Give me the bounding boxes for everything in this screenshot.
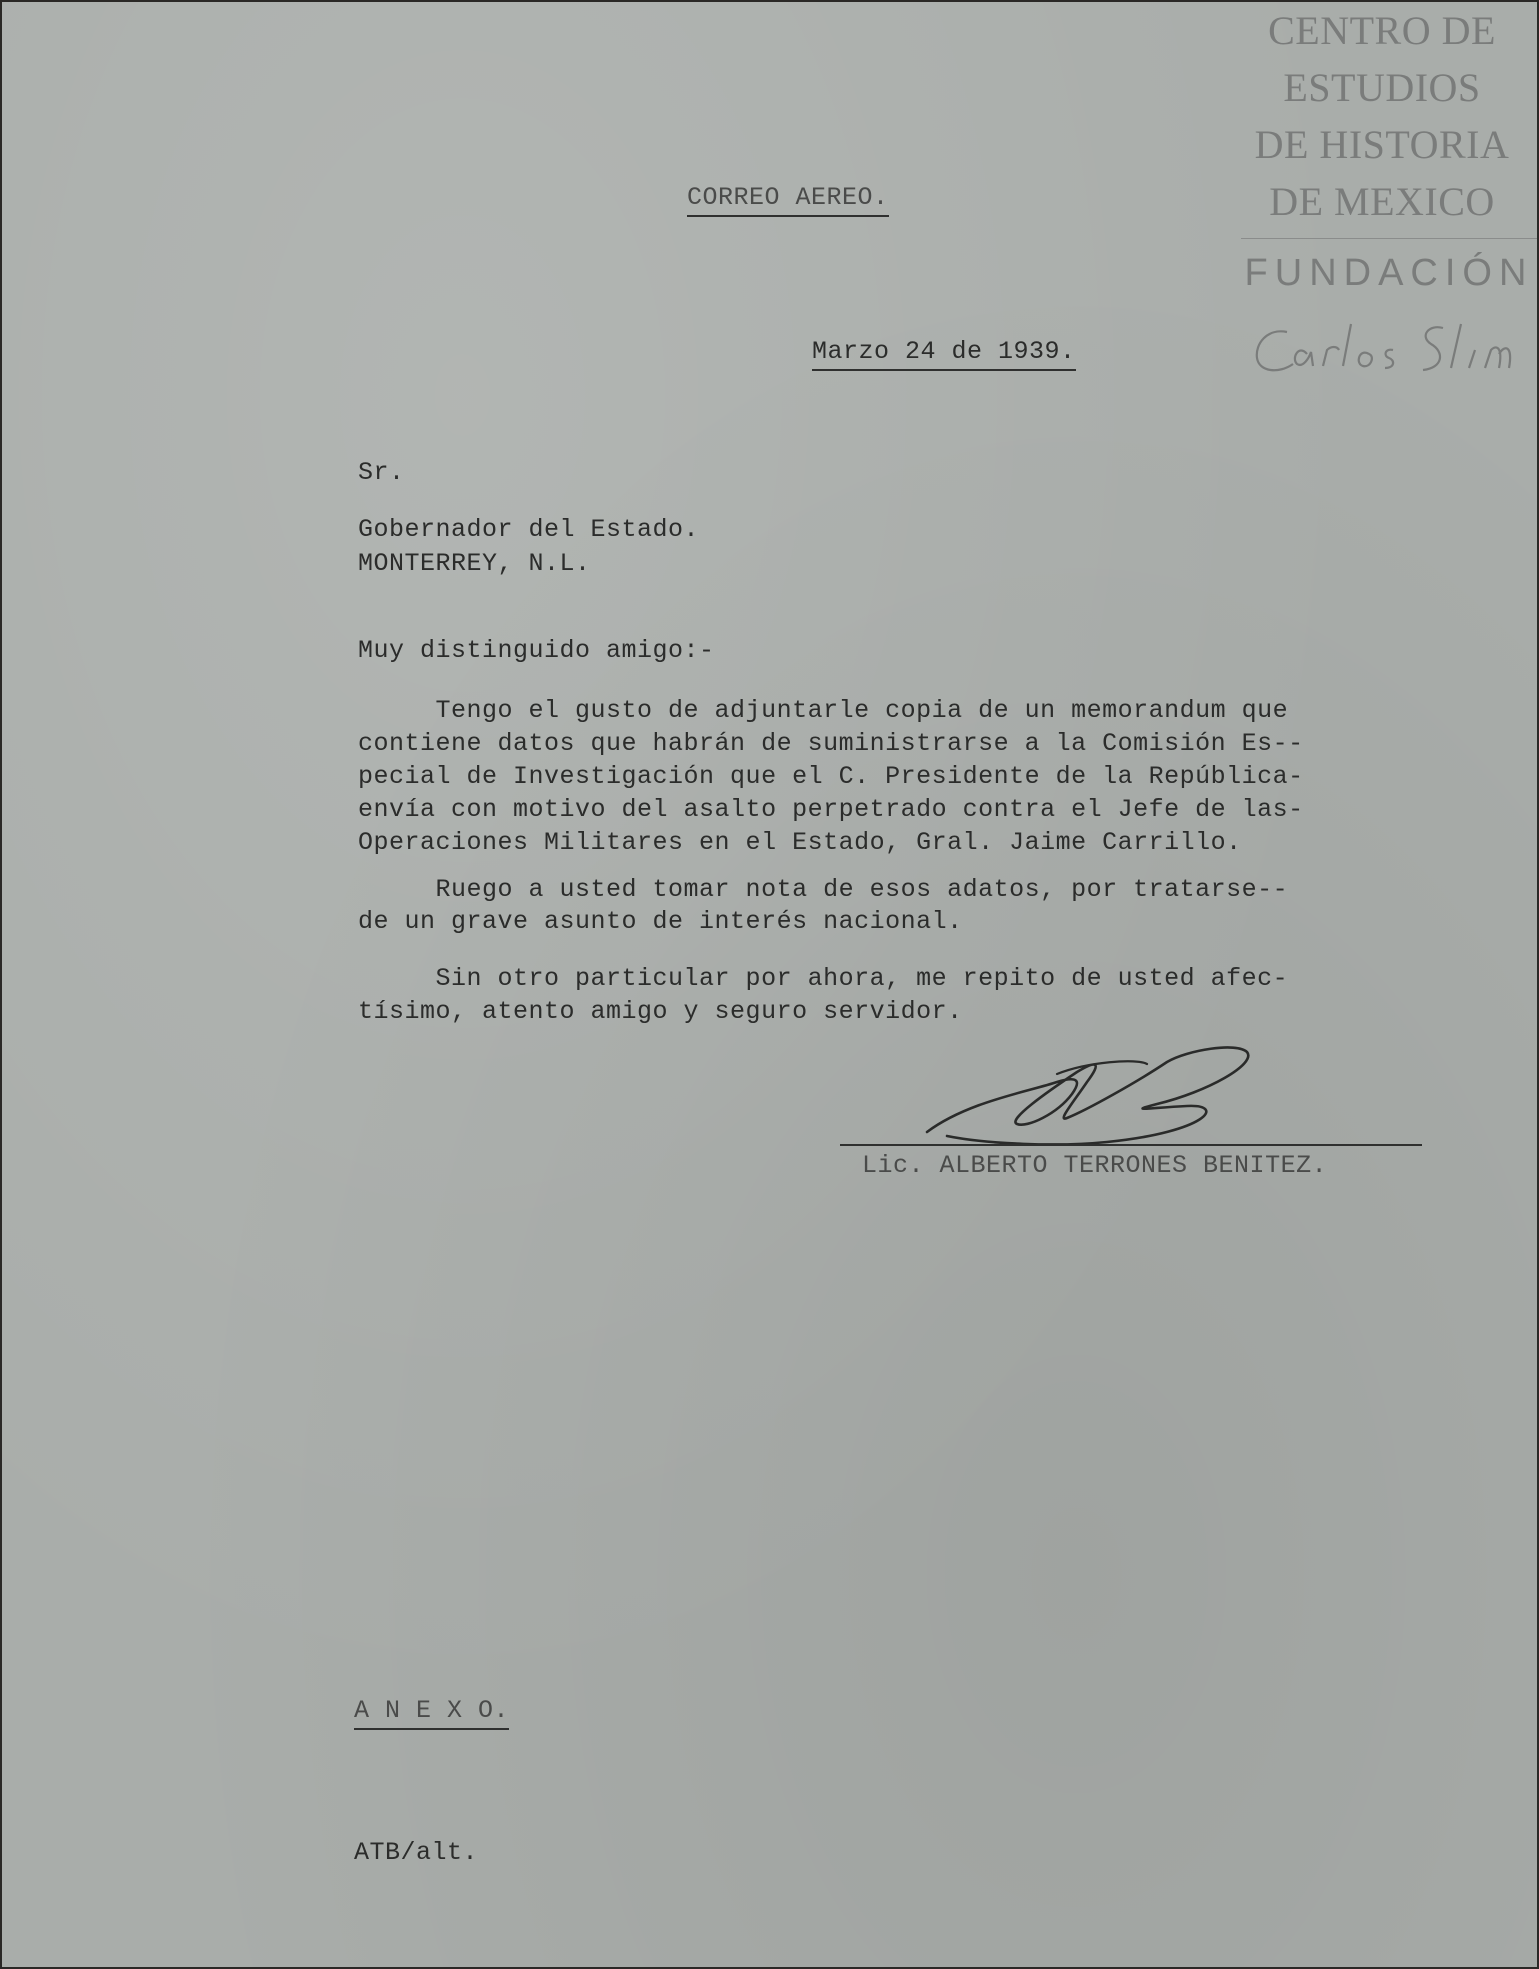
stamp-divider bbox=[1241, 238, 1537, 239]
paragraph-line: pecial de Investigación que el C. Presidente de la República- bbox=[358, 762, 1304, 791]
paragraph-line: Operaciones Militares en el Estado, Gral. Jaime Carrillo. bbox=[358, 828, 1242, 857]
stamp-line-3: DE HISTORIA bbox=[1254, 122, 1510, 167]
greeting: Muy distinguido amigo:- bbox=[358, 636, 715, 665]
letter-page bbox=[2, 2, 1537, 1967]
recipient-line-2: MONTERREY, N.L. bbox=[358, 549, 591, 578]
recipient-line-1: Gobernador del Estado. bbox=[358, 515, 700, 544]
reference-initials: ATB/alt. bbox=[354, 1838, 479, 1867]
archive-stamp bbox=[1227, 2, 1537, 392]
paragraph-line: tísimo, atento amigo y seguro servidor. bbox=[358, 997, 963, 1026]
signatory-name: Lic. ALBERTO TERRONES BENITEZ. bbox=[862, 1151, 1328, 1180]
stamp-line-4: DE MEXICO bbox=[1269, 179, 1495, 224]
annex-label: A N E X O. bbox=[354, 1695, 509, 1730]
paragraph-line: Ruego a usted tomar nota de esos adatos, por tratarse-- bbox=[358, 875, 1289, 904]
airmail-heading: CORREO AEREO. bbox=[687, 182, 889, 217]
paragraph-line: envía con motivo del asalto perpetrado contra el Jefe de las- bbox=[358, 795, 1304, 824]
paragraph-line: Sin otro particular por ahora, me repito de usted afec- bbox=[358, 964, 1289, 993]
stamp-foundation: FUNDACIÓN bbox=[1244, 252, 1534, 294]
paragraph-line: de un grave asunto de interés nacional. bbox=[358, 907, 963, 936]
salutation-title: Sr. bbox=[358, 458, 405, 487]
signature-line bbox=[840, 1144, 1422, 1146]
paragraph-line: Tengo el gusto de adjuntarle copia de un memorandum que bbox=[358, 696, 1289, 725]
stamp-line-2: ESTUDIOS bbox=[1283, 65, 1481, 110]
carlos-slim-script-logo bbox=[1247, 314, 1537, 384]
paragraph-line: contiene datos que habrán de suministrarse a la Comisión Es-- bbox=[358, 729, 1304, 758]
letter-date: Marzo 24 de 1939. bbox=[812, 336, 1076, 371]
handwritten-signature bbox=[907, 1032, 1257, 1152]
stamp-line-1: CENTRO DE bbox=[1268, 8, 1496, 53]
